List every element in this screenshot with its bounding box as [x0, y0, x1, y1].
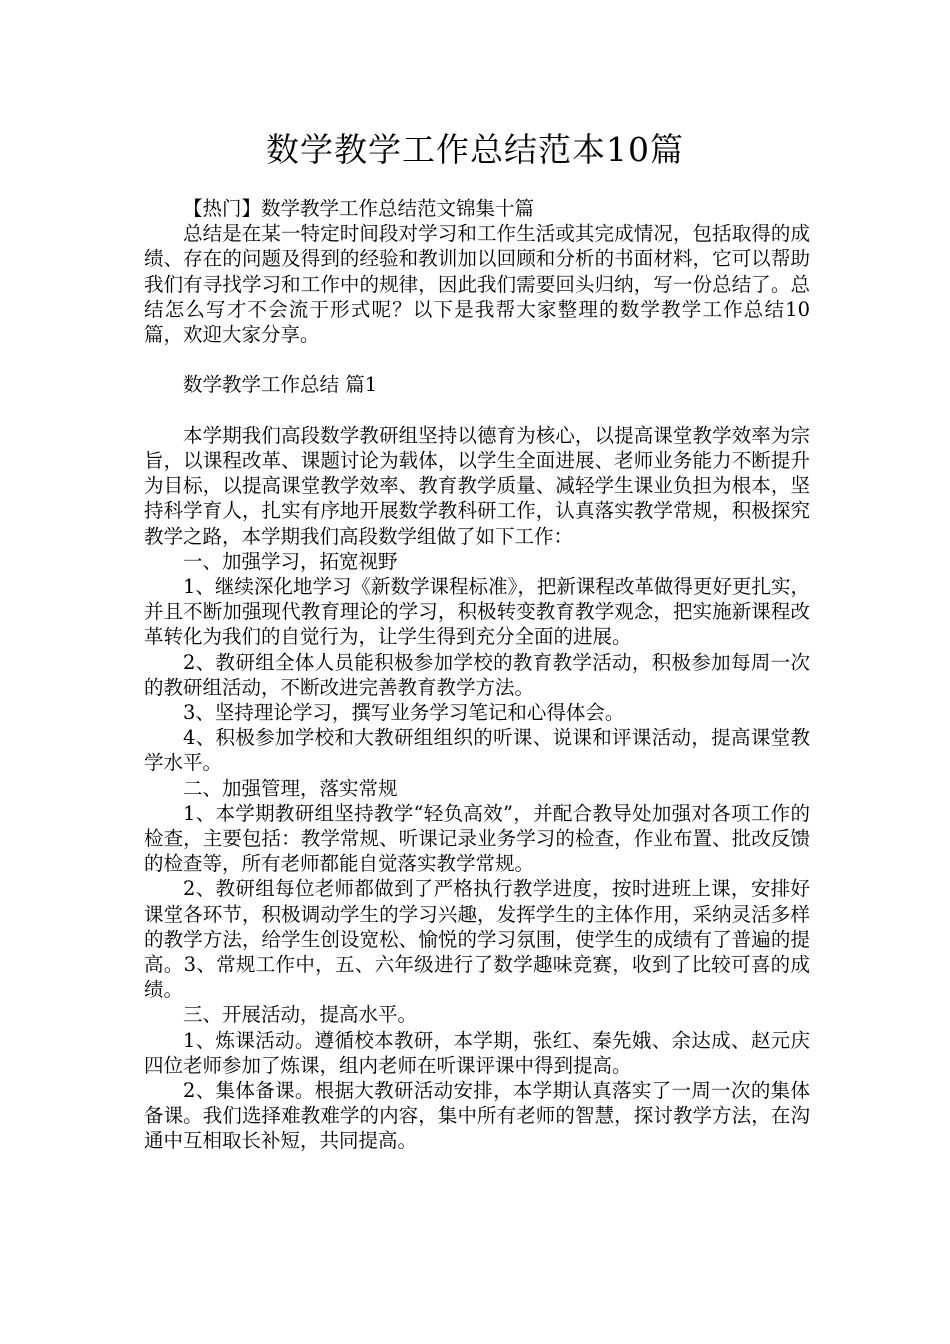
list-item: 2、教研组每位老师都做到了严格执行教学进度，按时进班上课，安排好课堂各环节，积极调动学生的学习兴趣，发挥学生的主体作用，采纳灵活多样的教学方法，给学生创设宽松、愉悦的学习氛围，使学生的成绩有了普遍的提高。3、常规工作中，五、六年级进行了数学趣味竞赛，收到了比较可喜的成绩。 — [144, 877, 810, 1002]
intro-heading: 【热门】数学教学工作总结范文锦集十篇 — [183, 197, 535, 220]
document-body — [144, 196, 810, 1154]
list-item: 1、继续深化地学习《新数学课程标准》，把新课程改革做得更好更扎实，并且不断加强现代教育理论的学习，积极转变教育教学观念，把实施新课程改革转化为我们的自觉行为，让学生得到充分全面的进展。 — [144, 575, 810, 649]
body-paragraph: 本学期我们高段数学教研组坚持以德育为核心，以提高课堂教学效率为宗旨，以课程改革、课题讨论为载体，以学生全面进展、老师业务能力不断提升为目标，以提高课堂教学效率、教育教学质量、减轻学生课业负担为根本，坚持科学育人，扎实有序地开展数学教科研工作，认真落实教学常规，积极探究教学之路，本学期我们高段数学组做了如下工作： — [144, 423, 810, 548]
list-item: 2、集体备课。根据大教研活动安排，本学期认真落实了一周一次的集体备课。我们选择难教难学的内容，集中所有老师的智慧，探讨教学方法，在沟通中互相取长补短，共同提高。 — [144, 1079, 810, 1153]
list-item: 2、教研组全体人员能积极参加学校的教育教学活动，积极参加每周一次的教研组活动，不断改进完善教育教学方法。 — [144, 650, 810, 699]
subheading-2: 二、加强管理，落实常规 — [183, 776, 398, 800]
list-item: 1、炼课活动。遵循校本教研，本学期，张红、秦先娥、余达成、赵元庆四位老师参加了炼课，组内老师在听课评课中得到提高。 — [144, 1028, 810, 1077]
list-item: 1、本学期教研组坚持教学“轻负高效”，并配合教导处加强对各项工作的检查，主要包括：教学常规、听课记录业务学习的检查，作业布置、批改反馈的检查等，所有老师都能自觉落实教学常规。 — [144, 801, 810, 876]
intro-paragraph: 总结是在某一特定时间段对学习和工作生活或其完成情况，包括取得的成绩、存在的问题及得到的经验和教训加以回顾和分析的书面材料，它可以帮助我们有寻找学习和工作中的规律，因此我们需要回头归纳，写一份总结了。总结怎么写才不会流于形式呢？以下是我帮大家整理的数学教学工作总结10篇，欢迎大家分享。 — [144, 222, 810, 347]
section-heading: 数学教学工作总结 篇1 — [183, 373, 378, 397]
list-item: 4、积极参加学校和大教研组组织的听课、说课和评课活动，提高课堂教学水平。 — [144, 726, 810, 775]
list-item: 3、坚持理论学习，撰写业务学习笔记和心得体会。 — [183, 701, 625, 725]
subheading-3: 三、开展活动，提高水平。 — [183, 1003, 418, 1027]
document-title: 数学教学工作总结范本10篇 — [266, 130, 684, 169]
subheading-1: 一、加强学习，拓宽视野 — [183, 549, 398, 573]
